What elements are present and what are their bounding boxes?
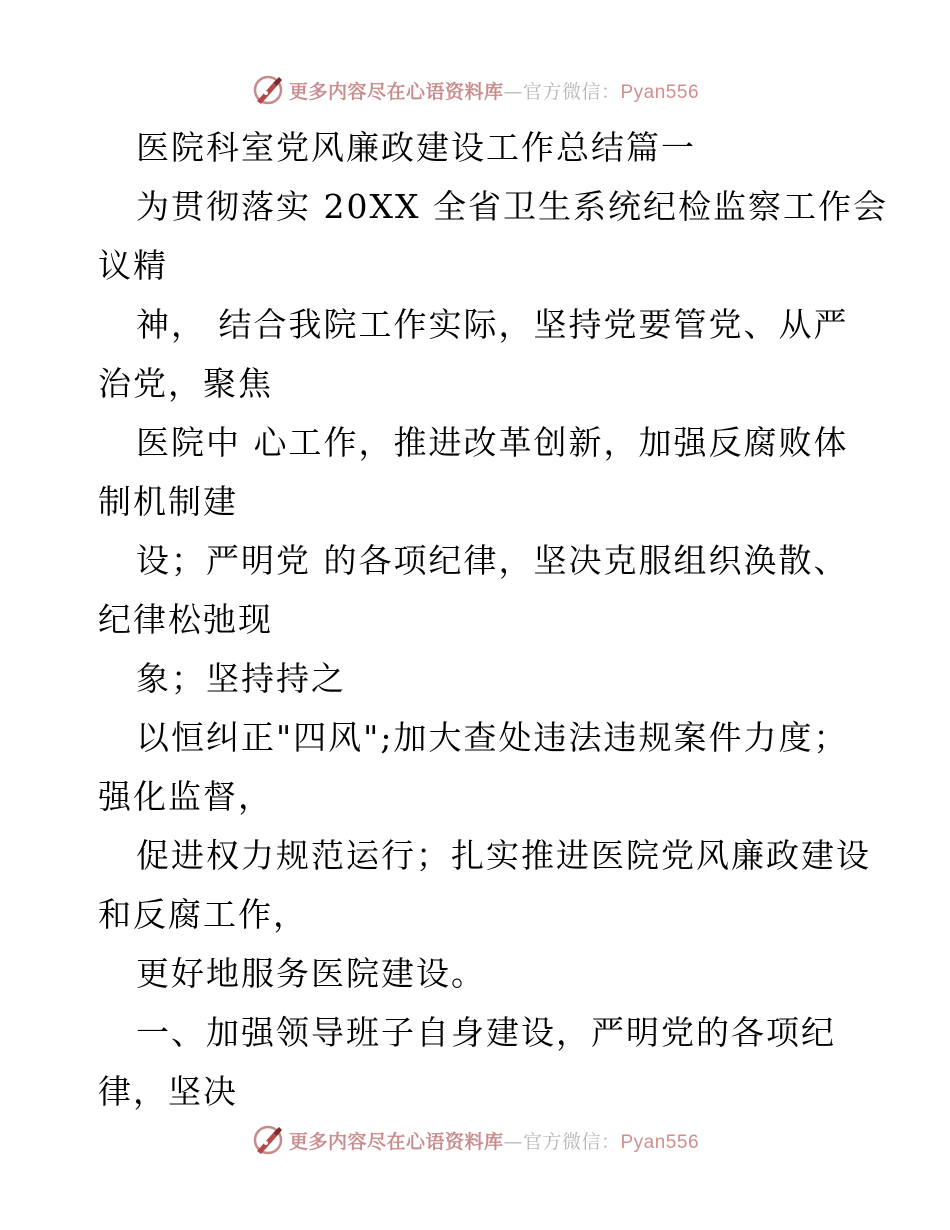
document-body: [98, 118, 888, 1121]
text-line: 促进权力规范运行；扎实推进医院党风廉政建设: [136, 836, 871, 875]
text-line: 神， 结合我院工作实际，坚持党要管党、从严: [136, 305, 849, 344]
text-line: 治党，聚焦: [98, 364, 273, 403]
text-line: 议精: [98, 246, 168, 285]
text-line: 律，坚决: [98, 1072, 238, 1111]
text-line: 医院中 心工作，推进改革创新，加强反腐败体: [136, 423, 849, 462]
text-line: 以恒纠正"四风";加大查处违法违规案件力度；: [136, 718, 849, 757]
pen-logo-icon: [251, 73, 285, 107]
header-banner: [0, 70, 950, 110]
document-title: 医院科室党风廉政建设工作总结篇一: [136, 128, 696, 167]
text-line: 制机制建: [98, 482, 238, 521]
footer-banner: [0, 1120, 950, 1160]
section-heading: 一、加强领导班子自身建设，严明党的各项纪: [136, 1013, 836, 1052]
text-line: 设；严明党 的各项纪律，坚决克服组织涣散、: [136, 541, 849, 580]
text-line: 和反腐工作，: [98, 895, 308, 934]
banner-text: 更多内容尽在心语资料库—官方微信：Pyan556: [288, 1130, 700, 1153]
text-line: 纪律松弛现: [98, 600, 273, 639]
text-line: 象；坚持持之: [136, 659, 346, 698]
banner-text: 更多内容尽在心语资料库—官方微信：Pyan556: [288, 80, 700, 103]
text-line: 更好地服务医院建设。: [136, 954, 486, 993]
text-line: 强化监督，: [98, 777, 273, 816]
pen-logo-icon: [251, 1123, 285, 1157]
text-line: 为贯彻落实 20XX 全省卫生系统纪检监察工作会: [136, 187, 888, 226]
